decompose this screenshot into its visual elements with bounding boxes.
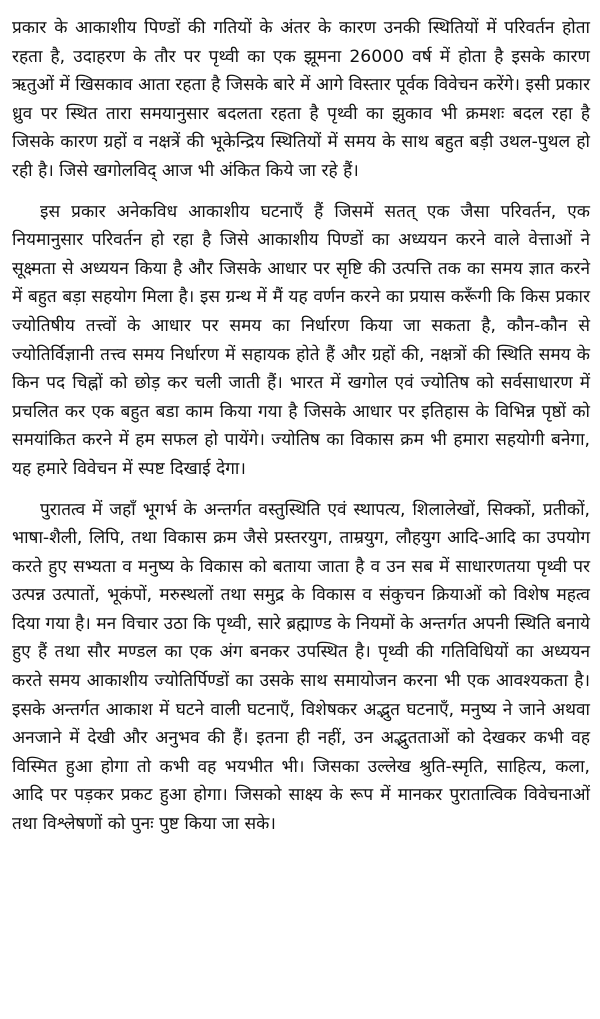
paragraph-2: इस प्रकार अनेकविध आकाशीय घटनाएँ हैं जिसमें सतत् एक जैसा परिवर्तन, एक नियमानुसार परिवर्तन हो रहा है जिसे आकाशीय पिण्डों का अध्ययन करने वाले वेत्ताओं ने सूक्ष्मता से अध्ययन किया है और जिसके आधार पर सृष्टि की उत्पत्ति तक का समय ज्ञात करने में बहुत बड़ा सहयोग मिला है। इस ग्रन्थ में मैं यह वर्णन करने का प्रयास करूँगी कि किस प्रकार ज्योतिषीय तत्त्वों के आधार पर समय का निर्धारण किया जा सकता है, कौन-कौन से ज्योतिर्विज्ञानी तत्त्व समय निर्धारण में सहायक होते हैं और ग्रहों की, नक्षत्रों की स्थिति समय के किन पद चिह्नों को छोड़ कर चली जाती हैं। भारत में खगोल एवं ज्योतिष को सर्वसाधारण में प्रचलित कर एक बहुत बडा काम किया गया है जिसके आधार पर इतिहास के विभिन्न पृष्ठों को समयांकित करने में हम सफल हो पायेंगे। ज्योतिष का विकास क्रम भी हमारा सहयोगी बनेगा, यह हमारे विवेचन में स्पष्ट दिखाई देगा। <box>12 201 590 479</box>
paragraph-3: पुरातत्व में जहाँ भूगर्भ के अन्तर्गत वस्तुस्थिति एवं स्थापत्य, शिलालेखों, सिक्कों, प्रतीकों, भाषा-शैली, लिपि, तथा विकास क्रम जैसे प्रस्तरयुग, ताम्रयुग, लौहयुग आदि-आदि का उपयोग करते हुए सभ्यता व मनुष्य के विकास को बताया जाता है व उन सब में साधारणतया पृथ्वी पर उत्पन्न उत्पातों, भूकंपों, मरुस्थलों तथा समुद्र के विकास व संकुचन क्रियाओं को विशेष महत्व दिया गया है। मन विचार उठा कि पृथ्वी, सारे ब्रह्माण्ड के नियमों के अन्तर्गत अपनी स्थिति बनाये हुए हैं तथा सौर मण्डल का एक अंग बनकर उपस्थित है। पृथ्वी की गतिविधियों का अध्ययन करते समय आकाशीय ज्योतिर्पिण्डों का उसके साथ समायोजन करना भी एक आवश्यकता है। इसके अन्तर्गत आकाश में घटने वाली घटनाएँ, विशेषकर अद्भुत घटनाएँ, मनुष्य ने जाने अथवा अनजाने में देखी और अनुभव की हैं। इतना ही नहीं, उन अद्भुतताओं को देखकर कभी वह विस्मित हुआ होगा तो कभी वह भयभीत भी। जिसका उल्लेख श्रुति-स्मृति, साहित्य, कला, आदि पर पड़कर प्रकट हुआ होगा। जिसको साक्ष्य के रूप में मानकर पुरातात्विक विवेचनाओं तथा विश्लेषणों को पुनः पुष्ट किया जा सके। <box>12 499 590 835</box>
paragraph-1: प्रकार के आकाशीय पिण्डों की गतियों के अंतर के कारण उनकी स्थितियों में परिवर्तन होता रहता है, उदाहरण के तौर पर पृथ्वी का एक झूमना 26000 वर्ष में होता है इसके कारण ऋतुओं में खिसकाव आता रहता है जिसके बारे में आगे विस्तार पूर्वक विवेचन करेंगे। इसी प्रकार ध्रुव पर स्थित तारा समयानुसार बदलता रहता है पृथ्वी का झुकाव भी क्रमशः बदल रहा है जिसके कारण ग्रहों व नक्षत्रें की भूकेन्द्रिय स्थितियों में समय के साथ बहुत बड़ी उथल-पुथल हो रही है। जिसे खगोलविद् आज भी अंकित किये जा रहे हैं। <box>12 18 590 181</box>
